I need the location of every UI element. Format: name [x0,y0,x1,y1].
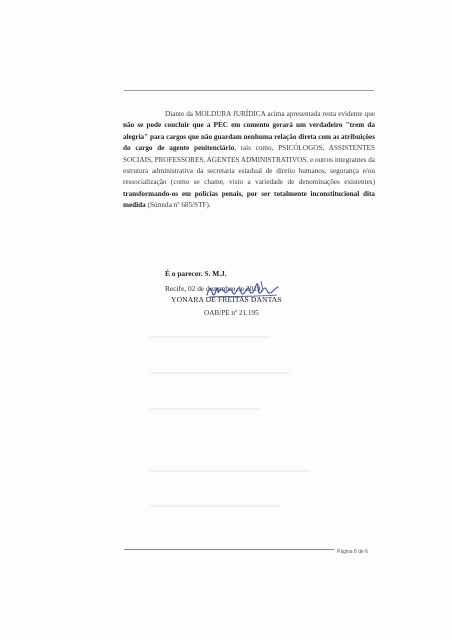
bleed-through-line [150,408,260,410]
page-number: Página 6 de 6 [337,549,368,555]
bleed-through-line [150,372,290,374]
bleed-through-line [150,505,280,507]
body-text-4-bold: transformando-os em policias penais, por ser totalmente inconstitucional dita medida [123,189,375,210]
body-text-5: (Súmula nº 685/STF). [145,201,211,210]
bleed-through-line [150,470,310,472]
body-text-1: Diante da MOLDURA JURÍDICA acima apresentada resta evidente que [165,110,375,118]
closing-parecer: É o parecer. S. M.J. [165,269,227,278]
bleed-through-line [150,336,270,338]
body-text-3: , tais como, PSICÓLOGOS, ASSISTENTES SOCIAIS, PROFESSORES, AGENTES ADMINISTRATIVOS, e outros integrantes da estrutura administrativa da secretaria estadual de direito humanos, segurança e/ou ressocialização (como se chame, visto a variedade de denominações existentes) [123,144,375,187]
body-text-2-bold: não se pode concluir que a PEC em comento gerará um verdadeiro "trem da alegria" para cargos que não guardam nenhuma relação direta com as atribuições do cargo de agente penitenciário [123,121,375,153]
footer-divider [124,549,334,550]
conclusion-paragraph [123,109,375,212]
header-divider [124,90,374,91]
signatory-oab: OAB/PE nº 21.195 [204,309,259,317]
signatory-name: YONARA DE FREITAS DANTAS [171,295,282,304]
place-date: Recife, 02 de dezembro de 2019. [165,284,263,293]
